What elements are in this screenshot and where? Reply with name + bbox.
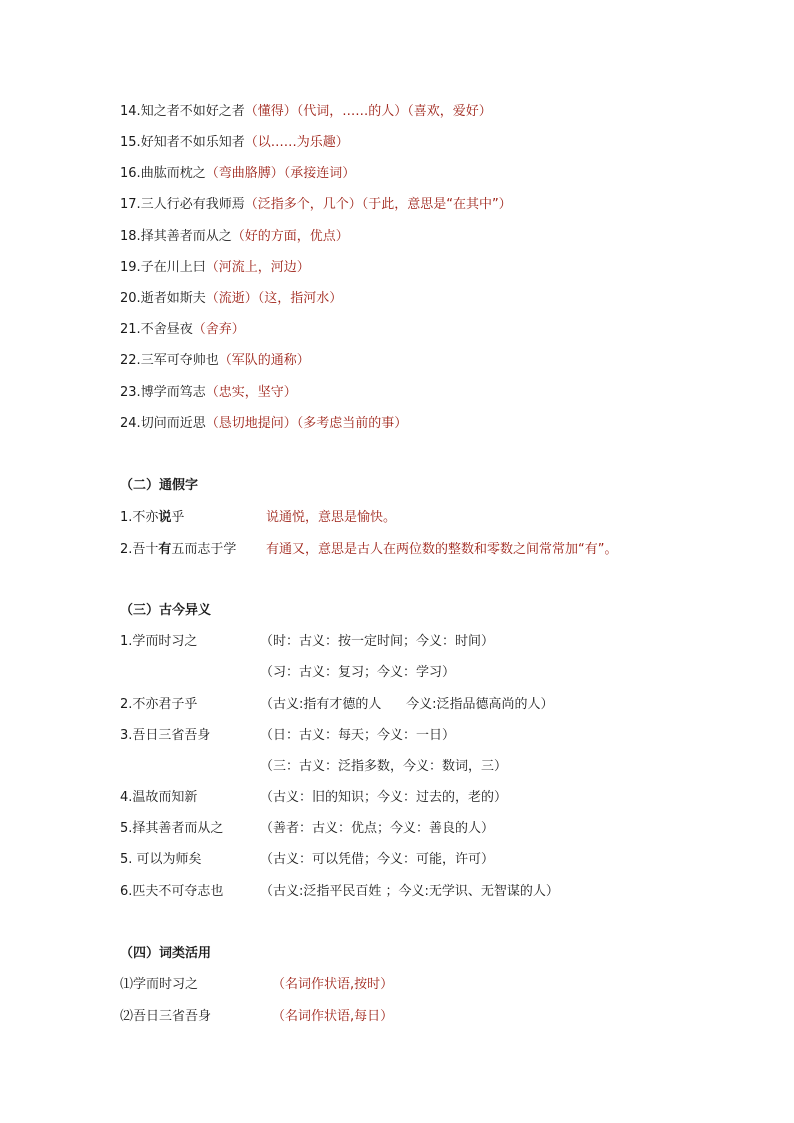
- item-text: 知之者不如好之者: [140, 104, 245, 119]
- section-heading-gujinyiyi: （三）古今异义: [120, 603, 212, 618]
- item-notes: （以……为乐趣）: [244, 135, 349, 150]
- list-item: [120, 258, 310, 278]
- item-number: 21.: [120, 322, 141, 337]
- section-heading-cileihuoyong: （四）词类活用: [120, 946, 212, 961]
- item-text: 1.不亦说乎: [120, 510, 185, 525]
- list-item: [120, 227, 349, 247]
- item-note: （古义：可以凭借；今义：可能，许可）: [260, 852, 495, 867]
- list-item: [120, 102, 492, 122]
- list-item: 4.温故而知新: [120, 790, 198, 805]
- item-explanation: 说通悦，意思是愉快。: [266, 510, 397, 525]
- list-item: [120, 540, 236, 560]
- item-number: 24.: [120, 416, 141, 431]
- item-number: 20.: [120, 291, 141, 306]
- item-notes: （弯曲胳膊）（承接连词）: [205, 166, 356, 181]
- item-text: 切问而近思: [140, 416, 206, 431]
- item-text: 2.吾十有五而志于学: [120, 542, 237, 557]
- list-item: [120, 164, 355, 184]
- list-item: 2.不亦君子乎: [120, 697, 198, 712]
- list-item: 5. 可以为师矣: [120, 852, 202, 867]
- item-number: 17.: [120, 197, 141, 212]
- item-number: 19.: [120, 260, 141, 275]
- item-note: （三：古义：泛指多数，今义：数词，三）: [260, 759, 508, 774]
- item-number: 15.: [120, 135, 141, 150]
- item-note: （日：古义：每天；今义：一日）: [260, 728, 456, 743]
- item-note: （古义：旧的知识；今义：过去的，老的）: [260, 790, 508, 805]
- item-text: 好知者不如乐知者: [140, 135, 245, 150]
- item-text: 不舍昼夜: [140, 322, 193, 337]
- item-number: 18.: [120, 229, 141, 244]
- list-item: [120, 289, 342, 309]
- item-text: 三人行必有我师焉: [140, 197, 245, 212]
- list-item: [120, 195, 512, 215]
- item-note: （习：古义：复习；今义：学习）: [260, 665, 456, 680]
- item-notes: （河流上，河边）: [205, 260, 310, 275]
- item-number: 16.: [120, 166, 141, 181]
- list-item: [120, 383, 297, 403]
- item-number: 22.: [120, 353, 141, 368]
- list-item: 5.择其善者而从之: [120, 821, 224, 836]
- item-notes: （懂得）（代词，……的人）（喜欢，爱好）: [244, 104, 492, 119]
- item-note: （名词作状语,每日）: [272, 1009, 394, 1024]
- item-note: （古义:泛指平民百姓 ；今义:无学识、无智谋的人）: [260, 884, 559, 899]
- item-text: 逝者如斯夫: [140, 291, 206, 306]
- item-number: 23.: [120, 385, 141, 400]
- item-notes: （泛指多个，几个）（于此，意思是“在其中”）: [244, 197, 512, 212]
- list-item: [120, 414, 407, 434]
- item-explanation: 有通又，意思是古人在两位数的整数和零数之间常常加“有”。: [266, 542, 618, 557]
- list-item: [120, 351, 310, 371]
- item-notes: （好的方面，优点）: [231, 229, 349, 244]
- item-note: （名词作状语,按时）: [272, 977, 394, 992]
- item-note: （时：古义：按一定时间；今义：时间）: [260, 634, 495, 649]
- list-item: 1.学而时习之: [120, 634, 198, 649]
- item-text: 择其善者而从之: [140, 229, 232, 244]
- item-text: 博学而笃志: [140, 385, 206, 400]
- item-notes: （舍弃）: [192, 322, 245, 337]
- list-item: 6.匹夫不可夺志也: [120, 884, 224, 899]
- item-notes: （恳切地提问）（多考虑当前的事）: [205, 416, 408, 431]
- item-notes: （忠实，坚守）: [205, 385, 297, 400]
- list-item: [120, 320, 245, 340]
- item-number: 14.: [120, 104, 141, 119]
- item-text: 子在川上曰: [140, 260, 206, 275]
- item-notes: （军队的通称）: [218, 353, 310, 368]
- list-item: [120, 133, 349, 153]
- item-text: 三军可夺帅也: [140, 353, 219, 368]
- item-notes: （流逝）（这，指河水）: [205, 291, 343, 306]
- item-text: 曲肱而枕之: [140, 166, 206, 181]
- section-heading-tongjiazi: （二）通假字: [120, 478, 199, 493]
- list-item: [120, 508, 184, 528]
- item-note: （古义:指有才德的人 今义:泛指品德高尚的人）: [260, 697, 554, 712]
- list-item: 3.吾日三省吾身: [120, 728, 211, 743]
- list-item: ⑴学而时习之: [120, 977, 199, 992]
- item-note: （善者：古义：优点；今义：善良的人）: [260, 821, 495, 836]
- list-item: ⑵吾日三省吾身: [120, 1009, 212, 1024]
